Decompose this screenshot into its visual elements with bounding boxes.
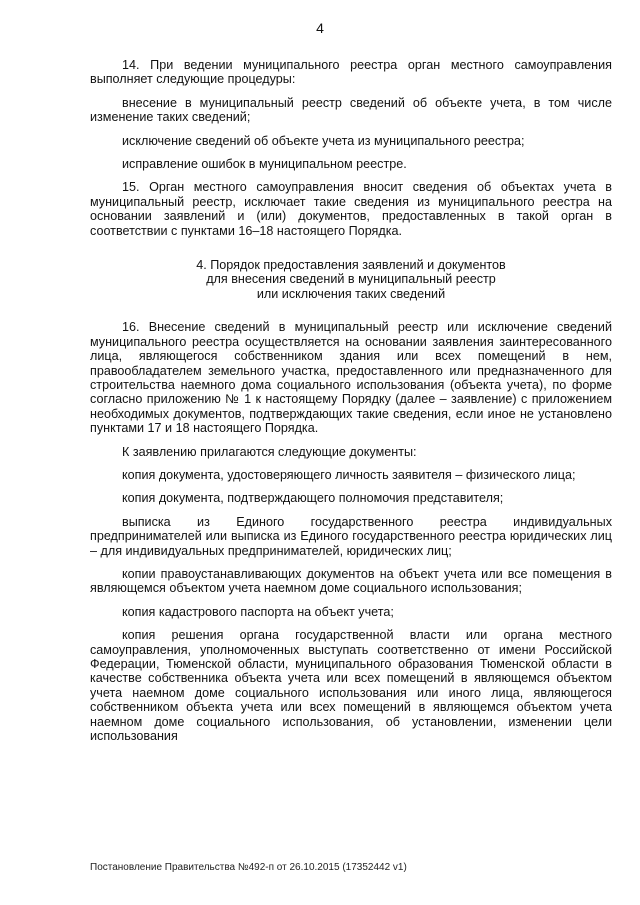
section-heading-line: для внесения сведений в муниципальный реестр — [206, 272, 496, 287]
page-number: 4 — [316, 20, 324, 36]
paragraph-15: 15. Орган местного самоуправления вносит сведения об объектах учета в муниципальный реестр, исключает такие сведения из муниципального реестра на основании заявлений и (или) документов, предоставленных в такой орган в соответствии с пунктами 16–18 настоящего Порядка. — [90, 180, 612, 238]
paragraph-16: 16. Внесение сведений в муниципальный реестр или исключение сведений муниципального реестра осуществляется на основании заявления заинтересованного лица, являющегося собственником здания или всех помещений в нем, правообладателем земельного участка, предоставленного или предназначенного для строительства наемного дома социального использования (объекта учета), по форме согласно приложению № 1 к настоящему Порядку (далее – заявление) с приложением необходимых документов, подтверждающих такие сведения, если иное не установлено пунктами 17 и 18 настоящего Порядка. — [90, 320, 612, 436]
document-item: копия документа, удостоверяющего личность заявителя – физического лица; — [122, 467, 576, 482]
document-item: выписка из Единого государственного реестра индивидуальных предпринимателей или выписка из Единого государственного реестра юридических лиц – для индивидуальных предпринимателей, юридических лиц; — [90, 514, 612, 558]
document-item: копия решения органа государственной власти или органа местного самоуправления, уполномоченных выступать соответственно от имени Российской Федерации, Тюменской области, муниципального образования Тюменской области в качестве собственника объекта учета или всех помещений в являющемся объектом учета наемном доме социального использования или иного лица, являющегося собственником объекта учета или всех помещений в являющемся объектом учета наемном доме социального использования, об установлении, изменении цели использования — [90, 628, 612, 744]
section-heading — [90, 258, 612, 301]
section-heading-line: 4. Порядок предоставления заявлений и документов — [196, 258, 506, 273]
document-item: копии правоустанавливающих документов на объект учета или все помещения в являющемся объектом учета наемном доме социального использования; — [90, 566, 612, 596]
paragraph-14: 14. При ведении муниципального реестра орган местного самоуправления выполняет следующие процедуры: — [90, 58, 612, 87]
document-item: копия документа, подтверждающего полномочия представителя; — [122, 491, 504, 506]
document-item: копия кадастрового паспорта на объект учета; — [122, 604, 394, 619]
paragraph-14-item-1: внесение в муниципальный реестр сведений об объекте учета, в том числе изменение таких сведений; — [90, 95, 612, 125]
documents-intro: К заявлению прилагаются следующие документы: — [122, 444, 417, 459]
section-heading-line: или исключения таких сведений — [256, 286, 446, 301]
document-footer: Постановление Правительства №492-п от 26.10.2015 (17352442 v1) — [90, 862, 407, 873]
paragraph-14-item-3: исправление ошибок в муниципальном реестре. — [122, 157, 407, 172]
document-body — [90, 52, 612, 743]
paragraph-14-item-2: исключение сведений об объекте учета из муниципального реестра; — [122, 133, 525, 148]
